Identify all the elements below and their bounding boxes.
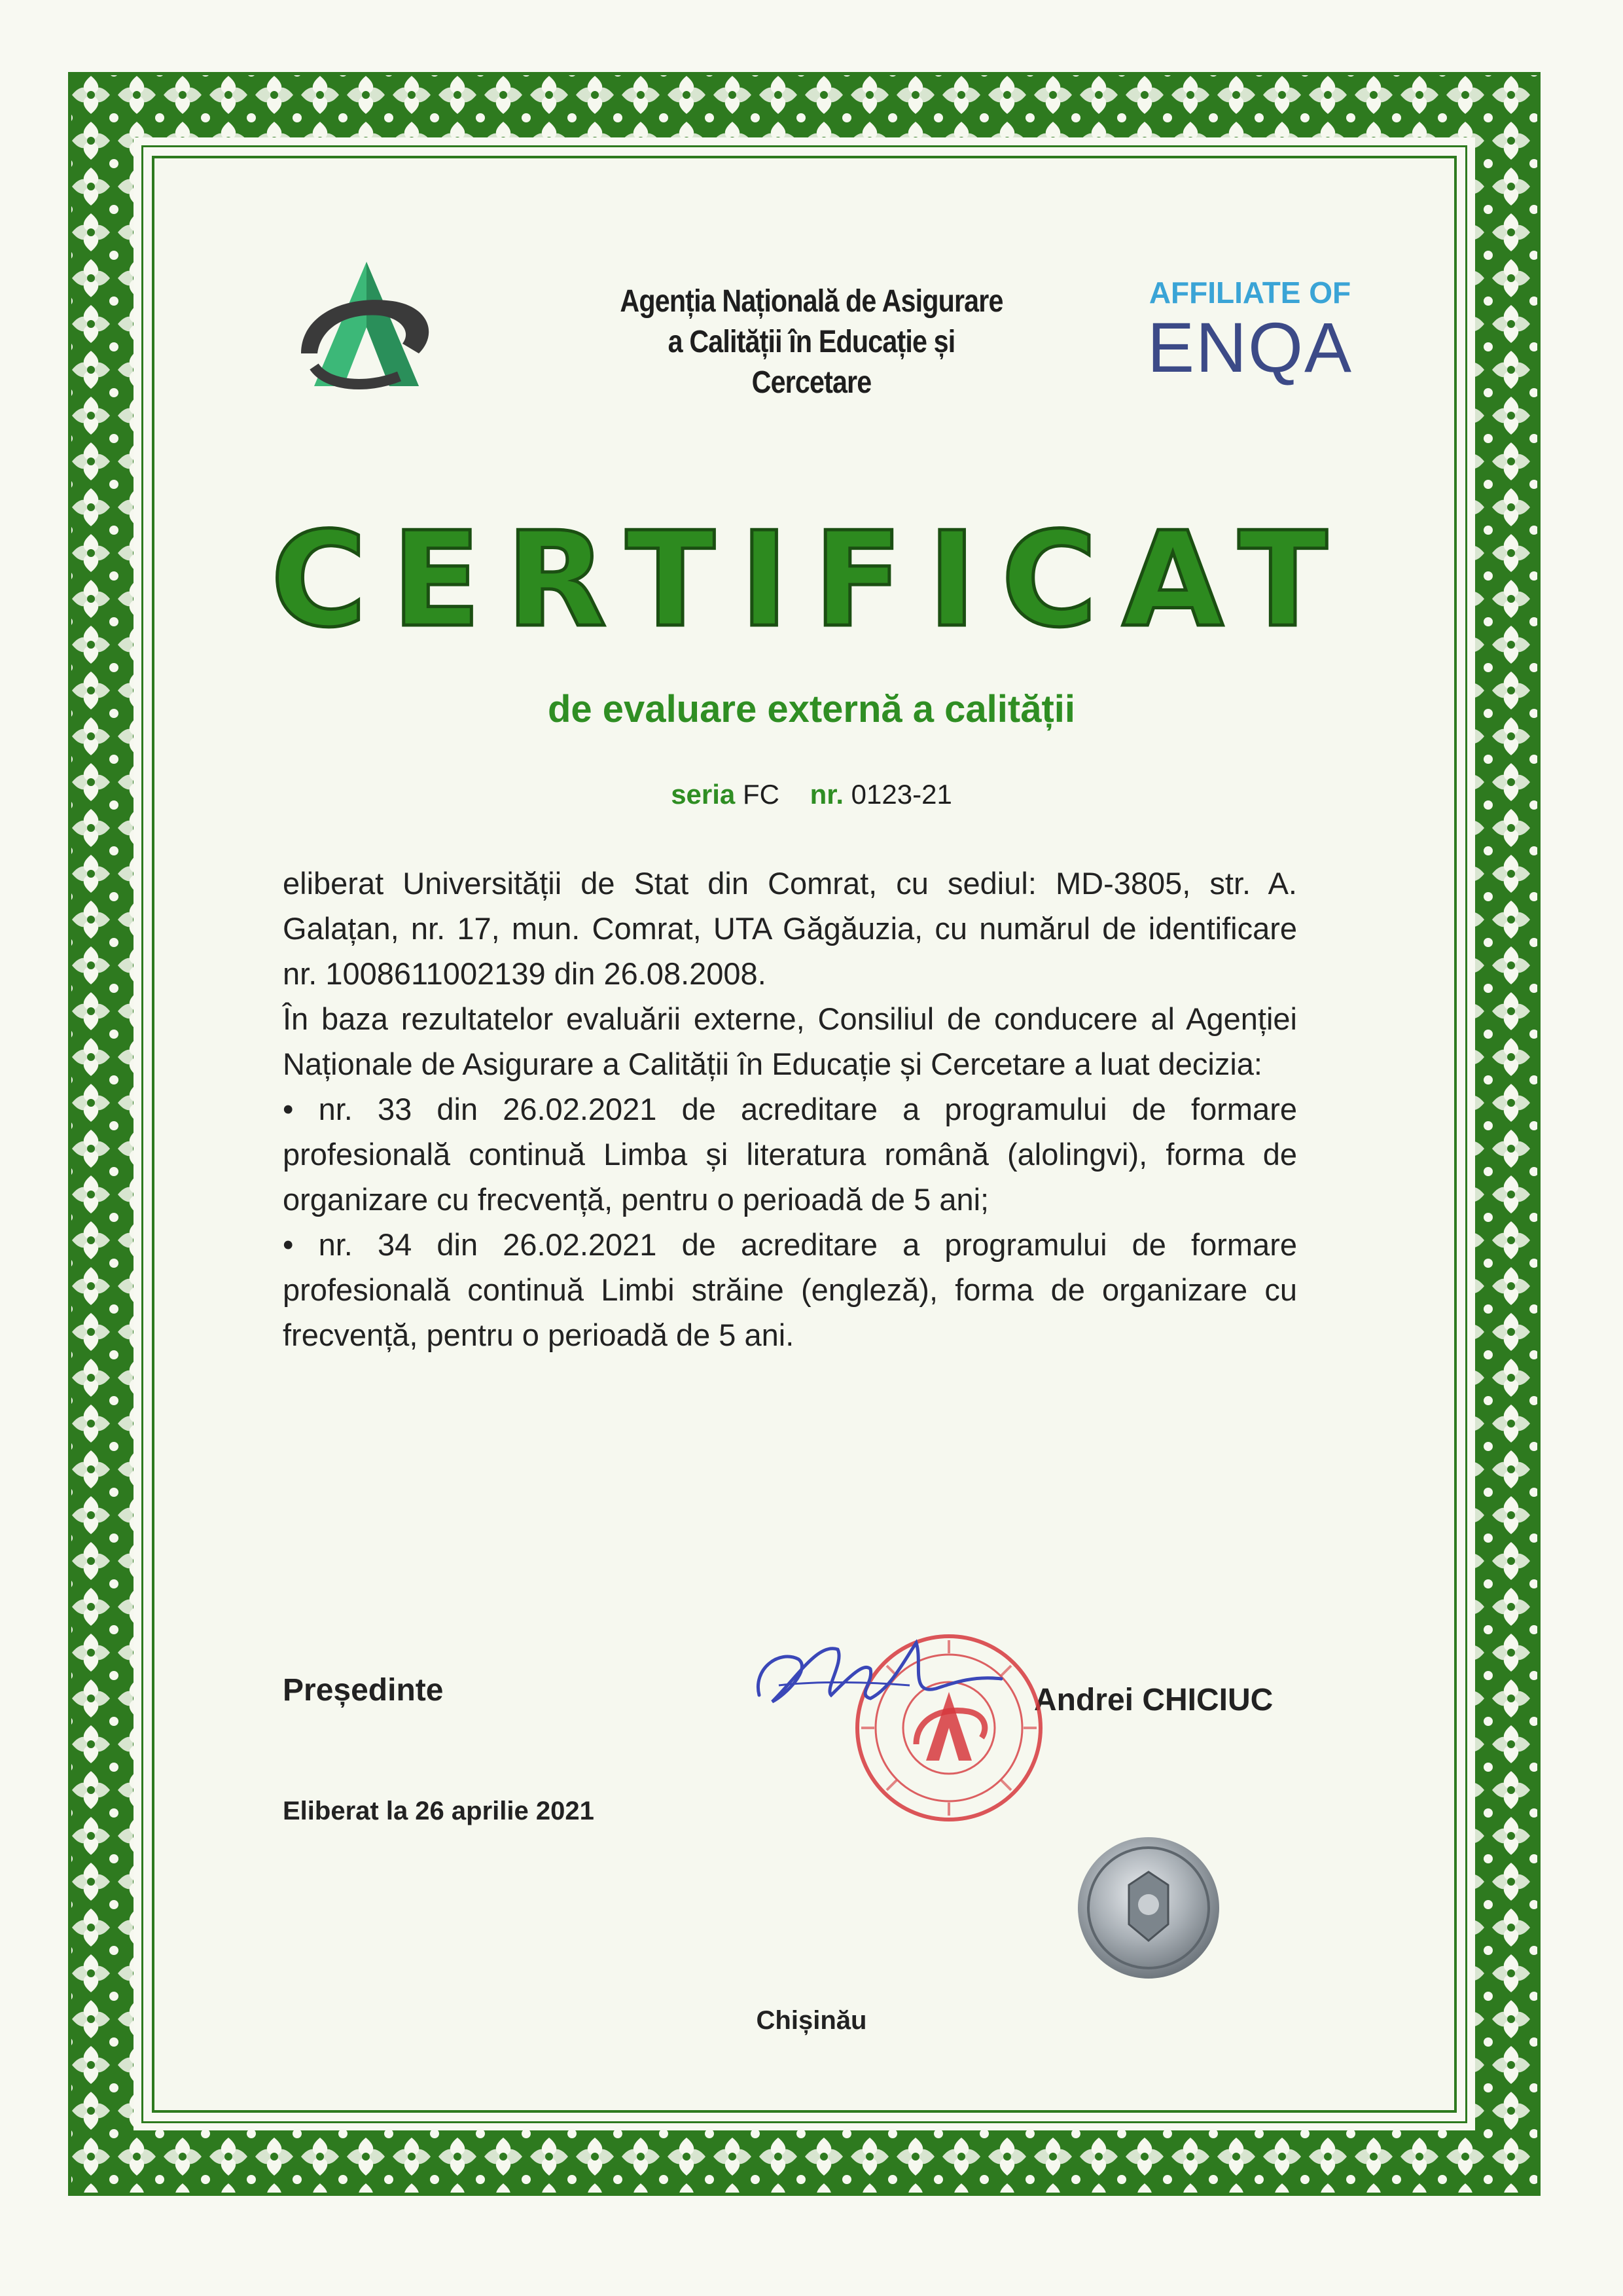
signature-icon: [740, 1623, 1021, 1728]
series-number-line: [262, 779, 1361, 810]
number-label: nr.: [810, 779, 844, 810]
agency-line-1: Agenția Națională de Asigurare: [620, 284, 1003, 319]
body-paragraph-issued-to: eliberat Universității de Stat din Comrat, cu sediul: MD-3805, str. A. Galațan, nr. 17, mun. Comrat, UTA Găgăuzia, cu numărul de identificare nr. 1008611002139 din 26.08.2008.: [283, 866, 1297, 991]
certificate-title: CERTIFICAT: [270, 504, 1353, 656]
president-name: Andrei CHICIUC: [1034, 1683, 1274, 1717]
enqa-logo-text: ENQA: [1147, 308, 1353, 387]
series-value: FC: [742, 779, 779, 810]
agency-name: [609, 281, 1014, 403]
decision-item-1: • nr. 33 din 26.02.2021 de acreditare a programului de formare profesională continuă Limba și literatura română (alolingvi), forma de organizare cu frecvență, pentru o perioadă de 5 ani;: [283, 1092, 1297, 1217]
certificate-subtitle: de evaluare externă a calității: [548, 688, 1075, 730]
certificate-body: [283, 861, 1297, 1357]
agency-line-2: a Calității în Educație și Cercetare: [668, 325, 955, 400]
anacec-logo-icon: [288, 255, 445, 393]
series-label: seria: [671, 779, 736, 810]
hologram-seal-icon: [1073, 1833, 1224, 1983]
body-paragraph-basis: În baza rezultatelor evaluării externe, Consiliul de conducere al Agenției Naționale de Asigurare a Calității în Educație și Cercetare a luat decizia:: [283, 1001, 1297, 1081]
enqa-affiliate-label: AFFILIATE OF: [1149, 276, 1351, 310]
issue-city: Chișinău: [756, 2006, 867, 2035]
issued-date: Eliberat la 26 aprilie 2021: [283, 1797, 594, 1825]
decision-item-2: • nr. 34 din 26.02.2021 de acreditare a programului de formare profesională continuă Limbi străine (engleză), forma de organizare cu frecvență, pentru o perioadă de 5 ani.: [283, 1227, 1297, 1352]
number-value: 0123-21: [851, 779, 952, 810]
president-label: Președinte: [283, 1673, 444, 1708]
